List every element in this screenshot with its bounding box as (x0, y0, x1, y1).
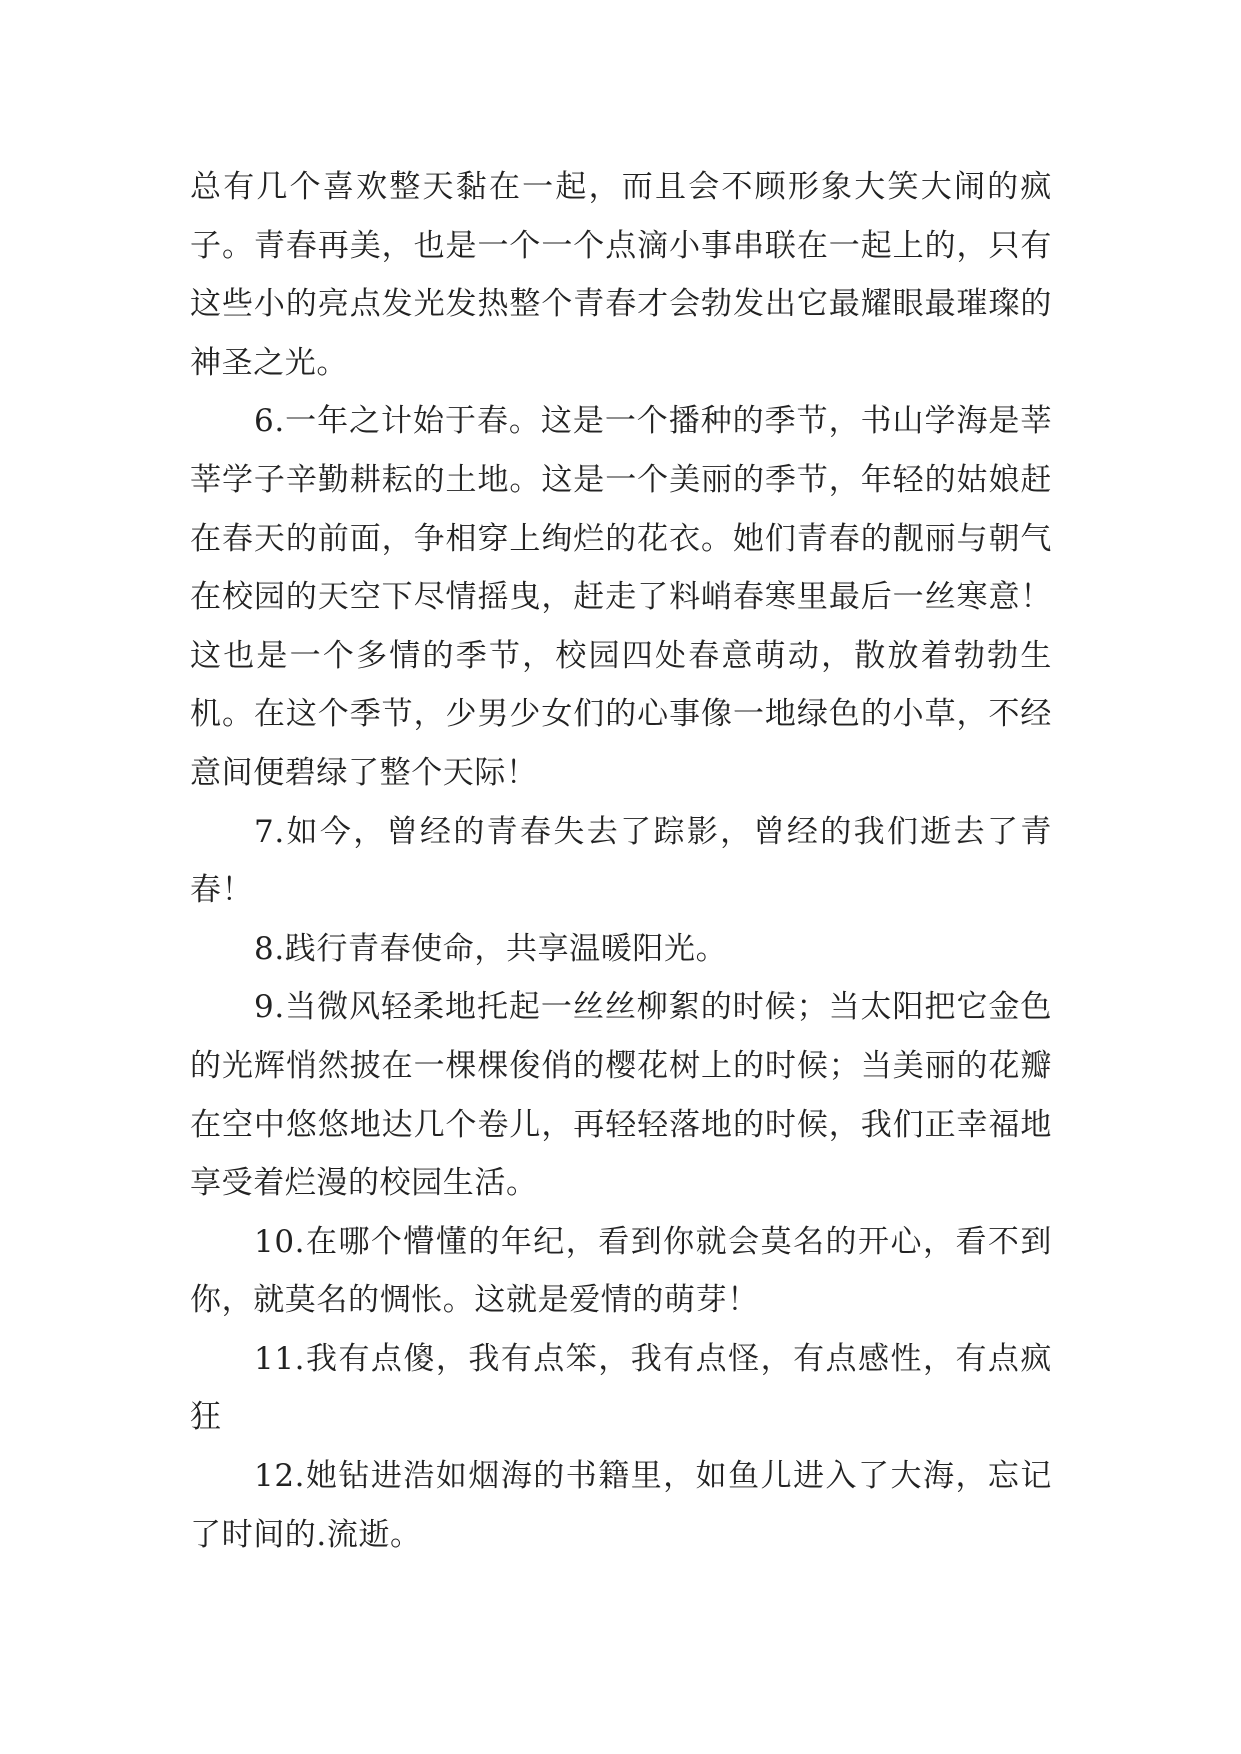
paragraph-8: 8.践行青春使命，共享温暖阳光。 (254, 930, 728, 967)
paragraph-continued: 总有几个喜欢整天黏在一起，而且会不顾形象大笑大闹的疯子。青春再美，也是一个一个点滴小事串联在一起上的，只有这些小的亮点发光发热整个青春才会勃发出它最耀眼最璀璨的神圣之光。 (190, 169, 1052, 381)
paragraph-6: 6.一年之计始于春。这是一个播种的季节，书山学海是莘莘学子辛勤耕耘的土地。这是一个美丽的季节，年轻的姑娘赶在春天的前面，争相穿上绚烂的花衣。她们青春的靓丽与朝气在校园的天空下尽情摇曳，赶走了料峭春寒里最后一丝寒意！这也是一个多情的季节，校园四处春意萌动，散放着勃勃生机。在这个季节，少男少女们的心事像一地绿色的小草，不经意间便碧绿了整个天际！ (190, 403, 1052, 791)
document-body (190, 158, 1052, 1564)
paragraph-9: 9.当微风轻柔地托起一丝丝柳絮的时候；当太阳把它金色的光辉悄然披在一棵棵俊俏的樱花树上的时候；当美丽的花瓣在空中悠悠地达几个卷儿，再轻轻落地的时候，我们正幸福地享受着烂漫的校园生活。 (190, 989, 1052, 1202)
paragraph-7: 7.如今，曾经的青春失去了踪影，曾经的我们逝去了青春！ (190, 813, 1052, 909)
paragraph-12: 12.她钻进浩如烟海的书籍里，如鱼儿进入了大海，忘记了时间的.流逝。 (190, 1458, 1052, 1553)
paragraph-11: 11.我有点傻，我有点笨，我有点怪，有点感性，有点疯狂 (190, 1340, 1052, 1436)
paragraph-10: 10.在哪个懵懂的年纪，看到你就会莫名的开心，看不到你，就莫名的惆怅。这就是爱情的萌芽！ (190, 1223, 1052, 1319)
